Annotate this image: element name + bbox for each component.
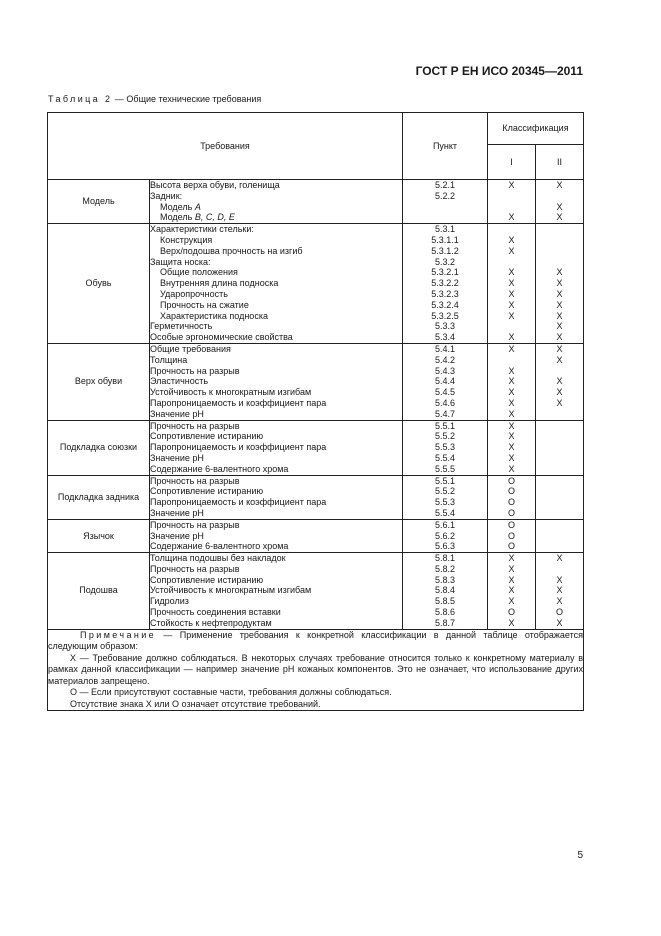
class-1-mark: X [508, 574, 515, 585]
group-class-2-marks [536, 180, 584, 224]
requirement-line [150, 278, 402, 289]
class-1-mark [488, 355, 535, 366]
class-2-mark: X [556, 596, 563, 607]
table-caption-label: Таблица 2 [48, 94, 113, 104]
requirement-line [150, 387, 402, 398]
requirement-text: Толщина подошвы без накладок [150, 553, 286, 564]
requirement-line [150, 321, 402, 332]
requirement-text: Герметичность [150, 321, 213, 332]
class-2-mark [536, 497, 583, 508]
note-intro [48, 630, 583, 653]
requirement-line [150, 246, 402, 257]
requirement-text: Паропроницаемость и коэффициент пара [150, 497, 327, 508]
class-2-mark: X [556, 553, 563, 564]
table-caption-text: — Общие технические требования [114, 94, 262, 104]
group-clauses [403, 180, 488, 224]
requirement-text: Задник: [150, 190, 183, 201]
column-header-class-2: II [536, 145, 584, 180]
group-class-2-marks [536, 420, 584, 475]
class-2-mark [536, 442, 583, 453]
class-2-mark [536, 520, 583, 531]
class-2-mark [536, 235, 583, 246]
requirement-line [150, 497, 402, 508]
class-1-mark: X [508, 596, 515, 607]
class-2-mark: X [556, 288, 563, 299]
class-1-mark: X [508, 343, 515, 354]
clause-number: 5.4.1 [434, 343, 456, 354]
requirement-text: Стойкость к нефтепродуктам [150, 617, 272, 628]
class-2-mark [536, 224, 583, 235]
class-1-mark [488, 257, 535, 268]
column-header-class-1: I [488, 145, 536, 180]
requirement-line [150, 332, 402, 343]
requirement-text: Устойчивость к многократным изгибам [150, 585, 312, 596]
table-group-row [48, 420, 584, 475]
requirement-model-letters: B, C, D, E [194, 212, 235, 223]
requirement-text: Сопротивление истиранию [150, 431, 264, 442]
requirement-model-letters: A [194, 201, 201, 212]
class-2-mark [536, 453, 583, 464]
class-1-mark: X [508, 408, 515, 419]
group-name: Модель [48, 180, 150, 224]
clause-number: 5.5.4 [434, 452, 456, 463]
requirement-line [150, 464, 402, 475]
clause-number: 5.3.3 [434, 321, 456, 332]
note-x-meaning: X — Требование должно соблюдаться. В некоторых случаях требование относится только к конкретному материалу в рамках данной классификации — например значение pH кожаных компонентов. Это не означает, что использование других материалов запрещено. [48, 652, 583, 686]
requirement-line [150, 508, 402, 519]
note-label: Примечание [80, 629, 157, 640]
class-1-mark: O [507, 486, 515, 497]
clause-number: 5.8.3 [434, 574, 456, 585]
requirement-line [150, 180, 402, 191]
class-1-mark: X [508, 234, 515, 245]
note-intro-text: — Применение требования к конкретной классификации в данной таблице отображается следующим образом: [48, 629, 583, 652]
requirement-text: Прочность на разрыв [150, 365, 240, 376]
clause-number: 5.6.3 [434, 541, 456, 552]
group-name: Подошва [48, 553, 150, 630]
clause-number: 5.4.4 [434, 376, 456, 387]
class-2-mark [536, 464, 583, 475]
class-2-mark [536, 191, 583, 202]
clause-number: 5.3.1.2 [431, 245, 459, 256]
clause-number: 5.4.2 [434, 354, 456, 365]
requirement-line [150, 476, 402, 487]
class-2-mark [536, 508, 583, 519]
requirement-line [150, 607, 402, 618]
group-requirements [150, 224, 403, 344]
class-2-mark: X [556, 574, 563, 585]
group-requirements [150, 420, 403, 475]
group-class-1-marks [488, 420, 536, 475]
requirement-text: Содержание 6-валентного хрома [150, 463, 289, 474]
requirement-line [150, 618, 402, 629]
note-absent-meaning: Отсутствие знака X или O означает отсутствие требований. [70, 698, 321, 709]
class-2-mark [536, 257, 583, 268]
requirement-line [150, 596, 402, 607]
clause-number: 5.3.2.4 [431, 299, 459, 310]
requirement-line [150, 257, 402, 268]
group-name: Подкладка задника [48, 475, 150, 519]
class-1-mark [488, 202, 535, 213]
requirement-text: Внутренняя длина подноска [160, 278, 279, 289]
class-1-mark: X [508, 310, 515, 321]
group-clauses [403, 224, 488, 344]
requirement-text: Значение pH [150, 530, 204, 541]
class-1-mark: X [508, 397, 515, 408]
group-class-1-marks [488, 343, 536, 420]
class-1-mark: X [508, 563, 515, 574]
requirement-line [150, 212, 402, 223]
requirement-text: Значение pH [150, 452, 204, 463]
class-1-mark: X [508, 267, 515, 278]
class-2-mark: X [556, 278, 563, 289]
requirement-line [150, 235, 402, 246]
requirement-line [150, 442, 402, 453]
clause-number: 5.6.2 [434, 530, 456, 541]
requirement-line [150, 224, 402, 235]
requirement-line [150, 300, 402, 311]
class-1-mark: X [508, 180, 515, 190]
requirement-text: Значение pH [150, 507, 204, 518]
requirement-line [150, 191, 402, 202]
group-requirements [150, 343, 403, 420]
requirement-line [150, 486, 402, 497]
column-header-clause: Пункт [403, 113, 488, 180]
clause-number: 5.4.3 [434, 365, 456, 376]
requirement-text: Гидролиз [150, 596, 189, 607]
requirement-line [150, 311, 402, 322]
requirement-text: Сопротивление истиранию [150, 486, 264, 497]
class-1-mark: X [508, 420, 515, 431]
table-group-row [48, 475, 584, 519]
group-class-2-marks [536, 553, 584, 630]
clause-number: 5.2.1 [434, 180, 456, 190]
group-clauses [403, 475, 488, 519]
class-2-mark: X [556, 180, 563, 190]
group-name: Подкладка союзки [48, 420, 150, 475]
class-2-mark: X [556, 267, 563, 278]
class-1-mark: X [508, 431, 515, 442]
group-class-1-marks [488, 519, 536, 552]
clause-number: 5.5.5 [434, 463, 456, 474]
requirement-text: Толщина [150, 354, 188, 365]
clause-number: 5.8.5 [434, 596, 456, 607]
requirement-line [150, 421, 402, 432]
clause-number: 5.3.2.1 [431, 267, 459, 278]
clause-number: 5.5.2 [434, 431, 456, 442]
page-number: 5 [577, 850, 583, 861]
requirement-line [150, 202, 402, 213]
requirement-text: Содержание 6-валентного хрома [150, 541, 289, 552]
clause-number: 5.8.6 [434, 607, 456, 618]
requirement-text: Паропроницаемость и коэффициент пара [150, 442, 327, 453]
requirement-line [150, 289, 402, 300]
class-2-mark: X [556, 212, 563, 223]
class-2-mark [536, 531, 583, 542]
class-2-mark: X [556, 354, 563, 365]
clause-number [403, 202, 487, 213]
clause-number: 5.5.3 [434, 442, 456, 453]
requirements-table [47, 112, 584, 711]
requirement-text: Устойчивость к многократным изгибам [150, 387, 312, 398]
class-2-mark: O [555, 607, 563, 618]
requirement-text: Защита носка: [150, 256, 211, 267]
class-1-mark: X [508, 585, 515, 596]
class-1-mark: X [508, 365, 515, 376]
requirement-text: Характеристика подноска [160, 310, 268, 321]
clause-number: 5.2.2 [434, 190, 456, 201]
table-group-row [48, 553, 584, 630]
requirement-text: Значение pH [150, 408, 204, 419]
class-2-mark: X [556, 299, 563, 310]
class-1-mark: O [507, 607, 515, 618]
class-2-mark [536, 486, 583, 497]
requirement-text: Характеристики стельки: [150, 224, 254, 235]
class-1-mark: X [508, 212, 515, 223]
requirement-line [150, 541, 402, 552]
clause-number: 5.3.2.3 [431, 288, 459, 299]
class-2-mark [536, 409, 583, 420]
group-requirements [150, 553, 403, 630]
group-class-2-marks [536, 224, 584, 344]
requirement-line [150, 564, 402, 575]
class-1-mark: X [508, 288, 515, 299]
class-1-mark: X [508, 553, 515, 564]
requirement-line [150, 344, 402, 355]
requirement-text: Прочность на разрыв [150, 475, 240, 486]
requirement-text: Верх/подошва прочность на изгиб [160, 245, 303, 256]
group-name: Язычок [48, 519, 150, 552]
group-class-2-marks [536, 343, 584, 420]
clause-number: 5.5.1 [434, 420, 456, 431]
clause-number: 5.8.7 [434, 617, 456, 628]
class-1-mark [488, 321, 535, 332]
clause-number: 5.5.4 [434, 507, 456, 518]
group-class-2-marks [536, 519, 584, 552]
clause-number: 5.3.1.1 [431, 234, 459, 245]
clause-number: 5.4.6 [434, 397, 456, 408]
note-o-meaning: O — Если присутствуют составные части, требования должны соблюдаться. [70, 687, 392, 698]
class-2-mark: X [556, 332, 563, 343]
class-1-mark: X [508, 387, 515, 398]
class-1-mark: X [508, 617, 515, 628]
class-2-mark [536, 246, 583, 257]
class-2-mark [536, 366, 583, 377]
requirement-line [150, 398, 402, 409]
requirement-text: Общие требования [150, 343, 231, 354]
clause-number: 5.5.2 [434, 486, 456, 497]
class-1-mark: X [508, 452, 515, 463]
class-2-mark: X [556, 321, 563, 332]
group-class-1-marks [488, 180, 536, 224]
clause-number: 5.3.1 [434, 224, 456, 235]
class-2-mark: X [556, 585, 563, 596]
group-class-2-marks [536, 475, 584, 519]
clause-number: 5.3.2.5 [431, 310, 459, 321]
document-standard-number: ГОСТ Р ЕН ИСО 20345—2011 [415, 64, 583, 78]
class-2-mark: X [556, 310, 563, 321]
group-clauses [403, 420, 488, 475]
group-requirements [150, 519, 403, 552]
class-2-mark [536, 421, 583, 432]
class-1-mark: O [507, 519, 515, 530]
class-2-mark: X [556, 343, 563, 354]
class-1-mark: X [508, 245, 515, 256]
group-name: Верх обуви [48, 343, 150, 420]
class-2-mark: X [556, 397, 563, 408]
requirement-line [150, 431, 402, 442]
class-1-mark [488, 224, 535, 235]
class-2-mark [536, 476, 583, 487]
clause-number: 5.6.1 [434, 519, 456, 530]
clause-number: 5.4.5 [434, 387, 456, 398]
requirement-text: Прочность соединения вставки [150, 607, 281, 618]
class-1-mark: O [507, 541, 515, 552]
requirement-text: Сопротивление истиранию [150, 574, 264, 585]
clause-number: 5.5.3 [434, 497, 456, 508]
requirement-text: Эластичность [150, 376, 209, 387]
requirement-text: Модель [160, 212, 195, 223]
requirement-line [150, 585, 402, 596]
class-2-mark [536, 541, 583, 552]
requirement-text: Модель [160, 201, 195, 212]
class-1-mark: X [508, 463, 515, 474]
class-1-mark: O [507, 475, 515, 486]
table-body [48, 180, 584, 630]
requirement-text: Прочность на разрыв [150, 420, 240, 431]
requirement-line [150, 267, 402, 278]
clause-number: 5.8.2 [434, 563, 456, 574]
class-1-mark: O [507, 530, 515, 541]
requirement-line [150, 366, 402, 377]
requirement-text: Паропроницаемость и коэффициент пара [150, 397, 327, 408]
clause-number [403, 212, 487, 223]
class-1-mark: X [508, 299, 515, 310]
class-2-mark: X [556, 376, 563, 387]
class-1-mark: O [507, 507, 515, 518]
requirement-line [150, 376, 402, 387]
group-class-1-marks [488, 224, 536, 344]
column-header-requirements: Требования [48, 113, 403, 180]
table-group-row [48, 224, 584, 344]
group-class-1-marks [488, 553, 536, 630]
class-1-mark: O [507, 497, 515, 508]
requirement-line [150, 575, 402, 586]
requirement-text: Конструкция [160, 234, 213, 245]
class-1-mark: X [508, 376, 515, 387]
requirement-text: Прочность на разрыв [150, 519, 240, 530]
class-1-mark: X [508, 278, 515, 289]
table-caption [48, 94, 261, 104]
group-clauses [403, 553, 488, 630]
requirement-line [150, 553, 402, 564]
requirement-line [150, 520, 402, 531]
clause-number: 5.4.7 [434, 408, 456, 419]
requirement-line [150, 531, 402, 542]
clause-number: 5.8.1 [434, 553, 456, 564]
class-1-mark [488, 191, 535, 202]
requirement-text: Прочность на сжатие [160, 299, 249, 310]
clause-number: 5.3.2.2 [431, 278, 459, 289]
group-name: Обувь [48, 224, 150, 344]
table-group-row [48, 180, 584, 224]
requirement-text: Высота верха обуви, голенища [150, 180, 280, 190]
group-requirements [150, 475, 403, 519]
clause-number: 5.8.4 [434, 585, 456, 596]
clause-number: 5.3.4 [434, 332, 456, 343]
class-2-mark: X [556, 617, 563, 628]
requirement-line [150, 355, 402, 366]
table-note [48, 629, 584, 711]
requirement-text: Ударопрочность [160, 288, 228, 299]
group-clauses [403, 343, 488, 420]
class-2-mark: X [556, 387, 563, 398]
class-2-mark [536, 564, 583, 575]
class-2-mark [536, 431, 583, 442]
requirement-line [150, 453, 402, 464]
clause-number: 5.3.2 [434, 256, 456, 267]
clause-number: 5.5.1 [434, 475, 456, 486]
requirement-text: Особые эргономические свойства [150, 332, 293, 343]
table-group-row [48, 519, 584, 552]
group-clauses [403, 519, 488, 552]
class-1-mark: X [508, 442, 515, 453]
requirement-text: Прочность на разрыв [150, 563, 240, 574]
requirement-text: Общие положения [160, 267, 238, 278]
group-requirements [150, 180, 403, 224]
requirement-line [150, 409, 402, 420]
class-2-mark: X [556, 201, 563, 212]
class-1-mark: X [508, 332, 515, 343]
group-class-1-marks [488, 475, 536, 519]
table-group-row [48, 343, 584, 420]
column-header-classification: Классификация [488, 113, 584, 145]
